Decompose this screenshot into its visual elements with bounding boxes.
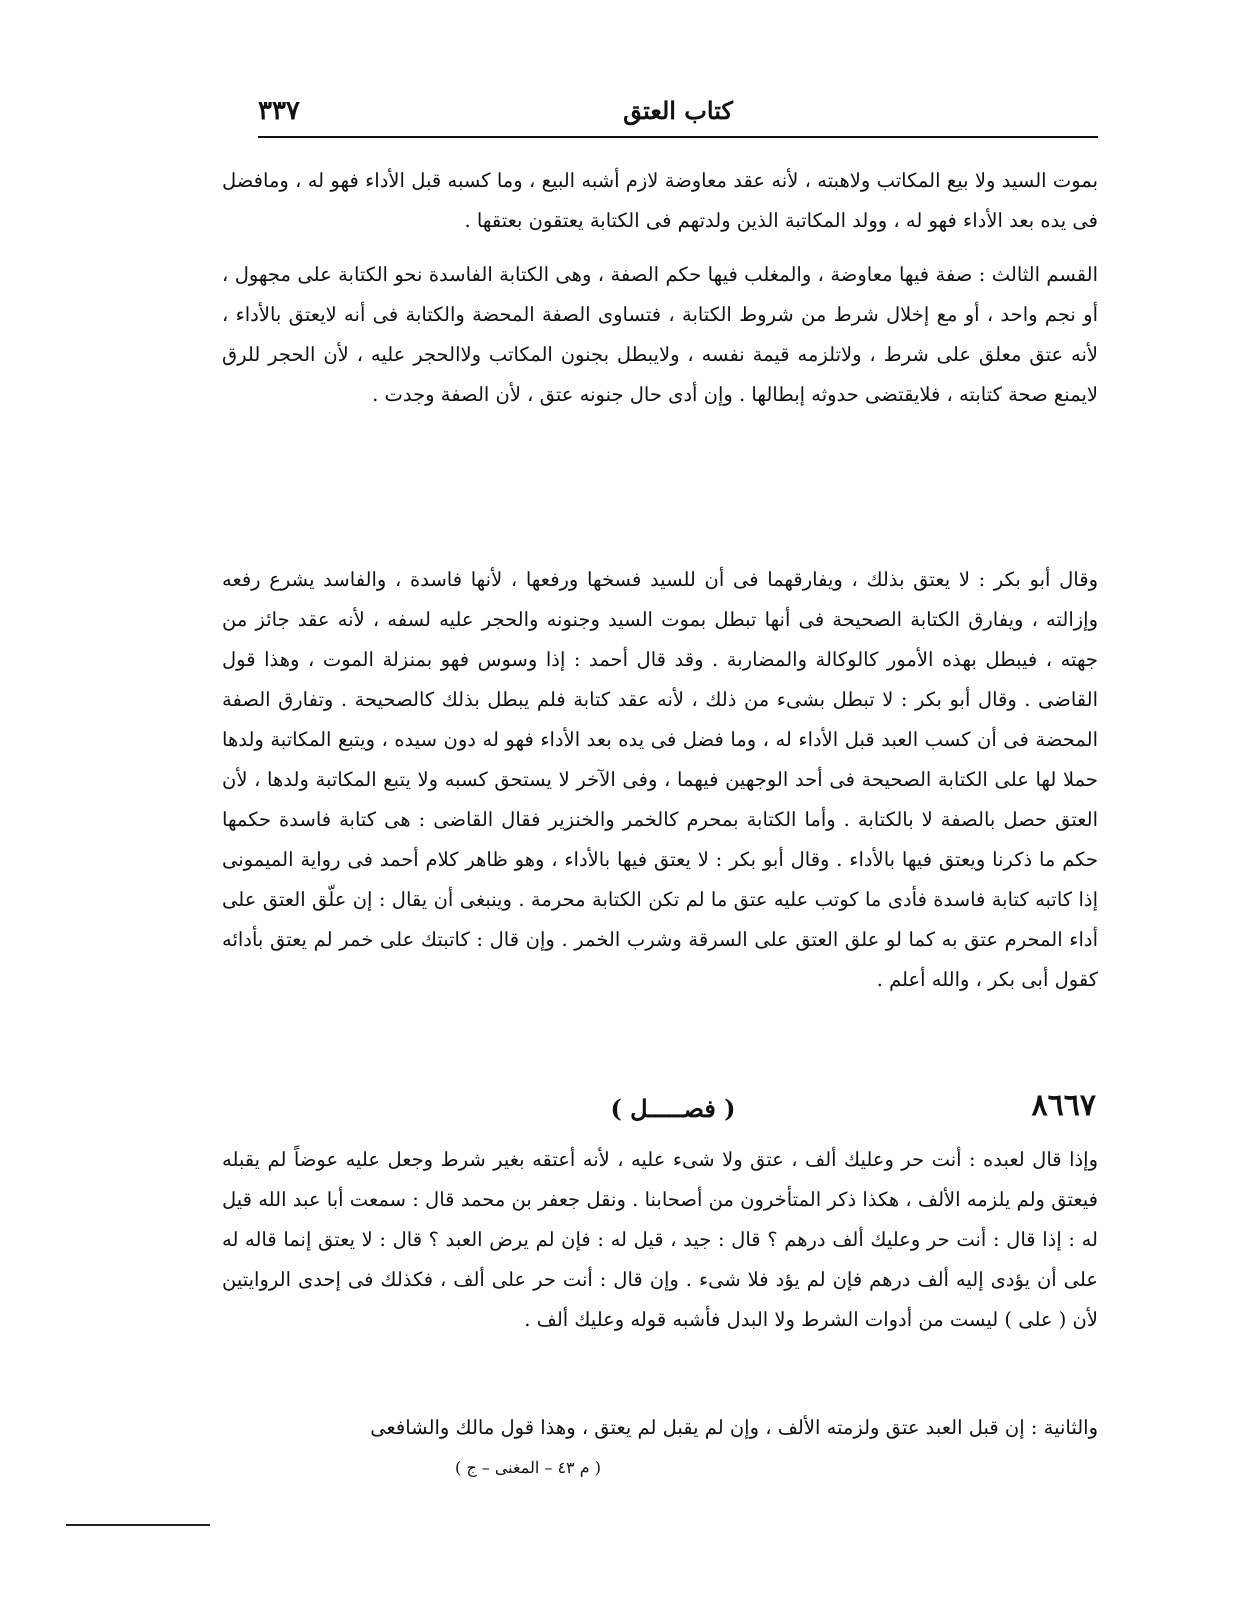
footnote-divider [66, 1524, 210, 1526]
section-heading [250, 1088, 1096, 1136]
section-title: ( فصـــــل ) [610, 1094, 736, 1123]
paragraph-text: والثانية : إن قبل العبد عتق ولزمته الألف ، وإن لم يقبل لم يعتق ، وهذا قول مالك والشافعى [370, 1416, 1098, 1439]
paragraph-3 [222, 560, 1098, 1000]
paragraph-text: القسم الثالث : صفة فيها معاوضة ، والمغلب فيها حكم الصفة ، وهى الكتابة الفاسدة نحو الكتابة على مجهول ، أو نجم واحد ، أو مع إخلال شرط من شروط الكتابة ، فتساوى الصفة المحضة والكتابة فى أنه لايعتق بالأداء ، لأنه عتق معلق على شرط ، ولاتلزمه قيمة نفسه ، ولايبطل بجنون المكاتب ولاالحجر عليه ، لأن الحجر للرق لايمنع صحة كتابته ، فلايقتضى حدوثه إبطالها . وإن أدى حال جنونه عتق ، لأن الصفة وجدت . [222, 263, 1098, 406]
paragraph-2 [222, 255, 1098, 415]
footer-signature: ( م ٤٣ – المغنى – ج ) [455, 1458, 601, 1477]
paragraph-text: بموت السيد ولا بيع المكاتب ولاهبته ، لأنه عقد معاوضة لازم أشبه البيع ، وما كسبه قبل الأداء فهو له ، ومافضل فى يده بعد الأداء فهو له ، وولد المكاتبة الذين ولدتهم فى الكتابة يعتقون بعتقها . [222, 169, 1098, 232]
page-title: كتاب العتق [623, 96, 733, 125]
paragraph-4 [222, 1140, 1098, 1340]
page-header [258, 92, 1098, 138]
paragraph-text: وإذا قال لعبده : أنت حر وعليك ألف ، عتق ولا شىء عليه ، لأنه أعتقه بغير شرط وجعل عليه عوضاً لم يقبله فيعتق ولم يلزمه الألف ، هكذا ذكر المتأخرون من أصحابنا . ونقل جعفر بن محمد قال : سمعت أبا عبد الله قيل له : إذا قال : أنت حر وعليك ألف درهم ؟ قال : جيد ، قيل له : فإن لم يرض العبد ؟ قال : لا يعتق إنما قاله له على أن يؤدى إليه ألف درهم فإن لم يؤد فلا شىء . وإن قال : أنت حر على ألف ، فكذلك فى إحدى الروايتين لأن ( على ) ليست من أدوات الشرط ولا البدل فأشبه قوله وعليك ألف . [222, 1148, 1098, 1331]
page-number: ٣٣٧ [258, 96, 300, 126]
section-number: ٨٦٦٧ [1031, 1088, 1096, 1123]
paragraph-1 [222, 161, 1098, 241]
paragraph-5 [222, 1408, 1098, 1448]
paragraph-text: وقال أبو بكر : لا يعتق بذلك ، ويفارقهما فى أن للسيد فسخها ورفعها ، لأنها فاسدة ، والفاسد يشرع رفعه وإزالته ، ويفارق الكتابة الصحيحة فى أنها تبطل بموت السيد وجنونه والحجر عليه لسفه ، لأنه عقد جائز من جهته ، فيبطل بهذه الأمور كالوكالة والمضاربة . وقد قال أحمد : إذا وسوس فهو بمنزلة الموت ، وهذا قول القاضى . وقال أبو بكر : لا تبطل بشىء من ذلك ، لأنه عقد كتابة فلم يبطل بذلك كالصحيحة . وتفارق الصفة المحضة فى أن كسب العبد قبل الأداء له ، وما فضل فى يده بعد الأداء فهو له دون سيده ، ويتبع المكاتبة ولدها حملا لها على الكتابة الصحيحة فى أحد الوجهين فيهما ، وفى الآخر لا يستحق كسبه ولا يتبع المكاتبة ولدها ، لأن العتق حصل بالصفة لا بالكتابة . وأما الكتابة بمحرم كالخمر والخنزير فقال القاضى : هى كتابة فاسدة حكمها حكم ما ذكرنا ويعتق فيها بالأداء . وقال أبو بكر : لا يعتق فيها بالأداء ، وهو ظاهر كلام أحمد فى رواية الميمونى إذا كاتبه كتابة فاسدة فأدى ما كوتب عليه عتق ما لم تكن الكتابة محرمة . وينبغى أن يقال : إن علّق العتق على أداء المحرم عتق به كما لو علق العتق على السرقة وشرب الخمر . وإن قال : كاتبتك على خمر لم يعتق بأدائه كقول أبى بكر ، والله أعلم . [222, 568, 1098, 991]
